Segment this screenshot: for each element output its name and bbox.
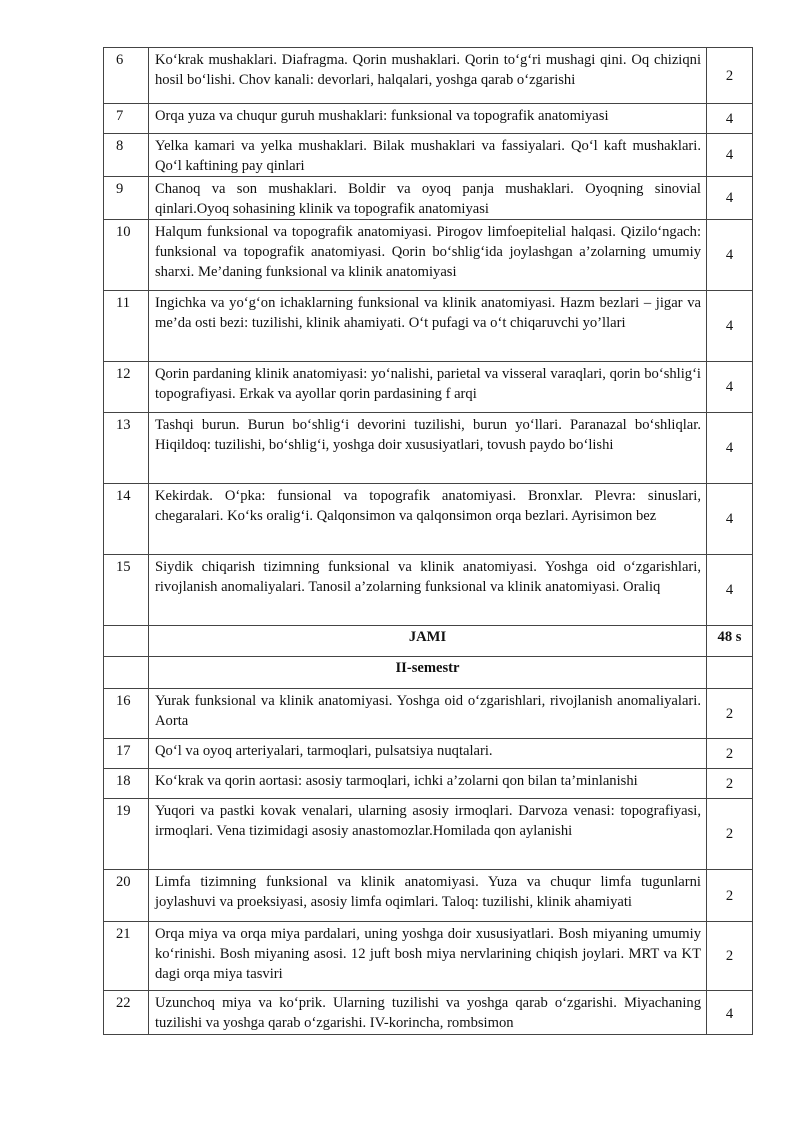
row-topic: Orqa yuza va chuqur guruh mushaklari: funksional va topografik anatomiyasi: [149, 104, 707, 134]
semester-row: [104, 657, 753, 689]
row-hours: 2: [707, 799, 753, 870]
row-topic: Qo‘l va oyoq arteriyalari, tarmoqlari, pulsatsiya nuqtalari.: [149, 739, 707, 769]
row-hours: 2: [707, 48, 753, 104]
total-hours: 48 s: [707, 626, 753, 657]
table-row: [104, 799, 753, 870]
row-topic: Limfa tizimning funksional va klinik anatomiyasi. Yuza va chuqur limfa tugunlarni joylashuvi va proeksiyasi, asosiy limfa oqimlari. Taloq: tuzilishi, klinik ahamiyati: [149, 870, 707, 922]
row-topic: Siydik chiqarish tizimning funksional va klinik anatomiyasi. Yoshga oid o‘zgarishlari, rivojlanish anomaliyalari. Tanosil a’zolarning funksional va klinik anatomiyasi. Oraliq: [149, 555, 707, 626]
row-hours: 2: [707, 870, 753, 922]
row-hours: 2: [707, 769, 753, 799]
row-hours: 2: [707, 689, 753, 739]
table-row: [104, 870, 753, 922]
table-row: [104, 484, 753, 555]
row-hours: 4: [707, 104, 753, 134]
row-topic: [149, 991, 707, 1035]
row-number: 13: [104, 413, 149, 484]
row-number: 20: [104, 870, 149, 922]
table-row: [104, 291, 753, 362]
table-row: [104, 555, 753, 626]
row-topic: Orqa miya va orqa miya pardalari, uning yoshga doir xususiyatlari. Bosh miyaning umumiy ko‘rinishi. Bosh miyaning asosi. 12 juft bosh miya nervlarining chiqish joylari. MRT va KT dagi orqa miya tasviri: [149, 922, 707, 991]
row-number: 14: [104, 484, 149, 555]
table-row: [104, 104, 753, 134]
summary-row: [104, 626, 753, 657]
row-topic: Kekirdak. O‘pka: funsional va topografik anatomiyasi. Bronxlar. Plevra: sinuslari, chegaralari. Ko‘ks oralig‘i. Qalqonsimon va qalqonsimon orqa bezlari. Ayrisimon bez: [149, 484, 707, 555]
row-hours: 4: [707, 220, 753, 291]
row-topic: Ko‘krak va qorin aortasi: asosiy tarmoqlari, ichki a’zolarni qon bilan ta’minlanishi: [149, 769, 707, 799]
row-topic: Ko‘krak mushaklari. Diafragma. Qorin mushaklari. Qorin to‘g‘ri mushagi qini. Oq chiziqni hosil bo‘lishi. Chov kanali: devorlari, halqalari, yoshga qarab o‘zgarishi: [149, 48, 707, 104]
table-row: [104, 413, 753, 484]
row-topic: Chanoq va son mushaklari. Boldir va oyoq panja mushaklari. Oyoqning sinovial qinlari.Oyoq sohasining klinik va topografik anatomiyasi: [149, 177, 707, 220]
row-number: 19: [104, 799, 149, 870]
table-row: [104, 220, 753, 291]
row-number: 9: [104, 177, 149, 220]
row-number: 10: [104, 220, 149, 291]
row-topic: Qorin pardaning klinik anatomiyasi: yo‘nalishi, parietal va visseral varaqlari, qorin bo‘shlig‘i topografiyasi. Erkak va ayollar qorin pardasining f arqi: [149, 362, 707, 413]
semester-heading: II-semestr: [149, 657, 707, 689]
row-hours: 4: [707, 484, 753, 555]
table-row: [104, 177, 753, 220]
row-hours: 4: [707, 555, 753, 626]
row-topic: Ingichka va yo‘g‘on ichaklarning funksional va klinik anatomiyasi. Hazm bezlari – jigar va me’da osti bezi: tuzilishi, klinik ahamiyati. O‘t pufagi va o‘t chiqaruvchi yo’llari: [149, 291, 707, 362]
row-number: 6: [104, 48, 149, 104]
row-number: 17: [104, 739, 149, 769]
row-hours: 4: [707, 991, 753, 1035]
row-hours: 2: [707, 922, 753, 991]
row-number: 15: [104, 555, 149, 626]
table-row: [104, 134, 753, 177]
table-row: [104, 769, 753, 799]
row-topic: Halqum funksional va topografik anatomiyasi. Pirogov limfoepitelial halqasi. Qizilo‘ngach: funksional va topografik anatomiyasi. Qorin bo‘shlig‘ida joylashgan a’zolarning umumiy sharxi. Me’daning funksional va klinik anatomiyasi: [149, 220, 707, 291]
row-number: 22: [104, 991, 149, 1035]
row-hours: 2: [707, 739, 753, 769]
table-row: [104, 739, 753, 769]
table-row: [104, 48, 753, 104]
table-row: [104, 991, 753, 1035]
row-hours: 4: [707, 413, 753, 484]
total-label: JAMI: [149, 626, 707, 657]
row-hours: 4: [707, 362, 753, 413]
empty-cell: [104, 626, 149, 657]
row-topic: Yuqori va pastki kovak venalari, ularning asosiy irmoqlari. Darvoza venasi: topografiyasi, irmoqlari. Vena tizimidagi asosiy anastomozlar.Homilada qon aylanishi: [149, 799, 707, 870]
row-topic: Tashqi burun. Burun bo‘shlig‘i devorini tuzilishi, burun yo‘llari. Paranazal bo‘shliqlar. Hiqildoq: tuzilishi, bo‘shlig‘i, yoshga doir xususiyatlari, tovush paydo bo‘lishi: [149, 413, 707, 484]
row-topic-text: Uzunchoq miya va ko‘prik. Ularning tuzilishi va yoshga qarab o‘zgarishi. Miyachaning tuzilishi va yoshga qarab o‘zgarishi. IV-korincha, rombsimon: [155, 995, 701, 1031]
row-number: 8: [104, 134, 149, 177]
empty-cell: [104, 657, 149, 689]
table-row: [104, 362, 753, 413]
table-row: [104, 689, 753, 739]
row-number: 11: [104, 291, 149, 362]
row-number: 7: [104, 104, 149, 134]
row-topic: Yurak funksional va klinik anatomiyasi. Yoshga oid o‘zgarishlari, rivojlanish anomaliyalari. Aorta: [149, 689, 707, 739]
row-number: 21: [104, 922, 149, 991]
row-topic: Yelka kamari va yelka mushaklari. Bilak mushaklari va fassiyalari. Qo‘l kaft mushaklari. Qo‘l kaftining pay qinlari: [149, 134, 707, 177]
row-number: 16: [104, 689, 149, 739]
empty-cell: [707, 657, 753, 689]
table-row: [104, 922, 753, 991]
row-hours: 4: [707, 134, 753, 177]
row-hours: 4: [707, 177, 753, 220]
row-hours: 4: [707, 291, 753, 362]
row-number: 12: [104, 362, 149, 413]
row-number: 18: [104, 769, 149, 799]
syllabus-table: [103, 47, 753, 1035]
